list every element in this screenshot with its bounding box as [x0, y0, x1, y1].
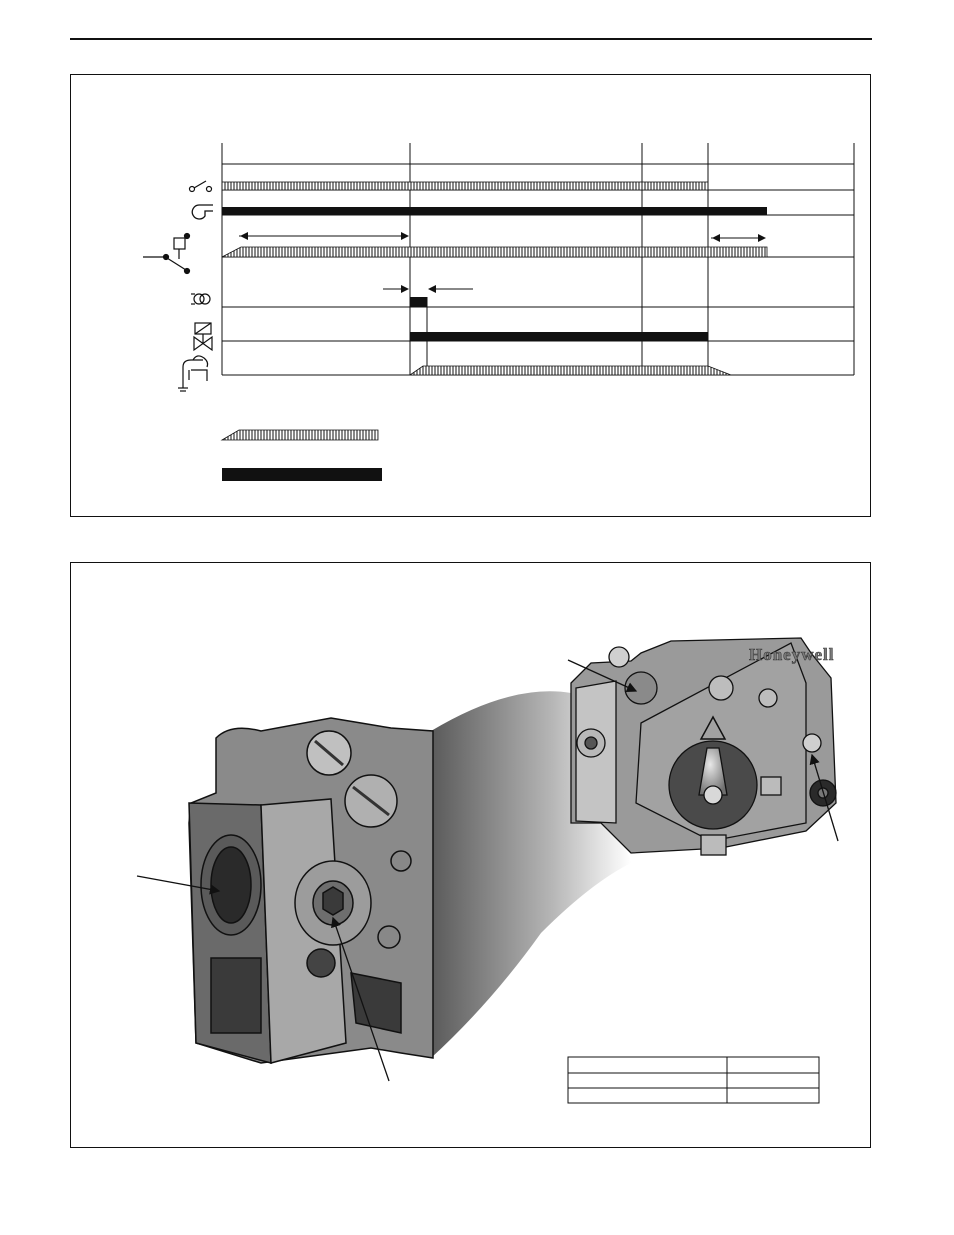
row-gas-valve [410, 332, 708, 341]
pressure-switch-icon [143, 234, 190, 274]
gas-valve-icon [194, 323, 212, 350]
gas-valve-signal-bar [410, 332, 708, 341]
timing-diagram-svg [71, 75, 872, 518]
valve-closeup [189, 718, 433, 1063]
legend-solid-swatch [222, 468, 382, 481]
overview-top-screw [609, 647, 629, 667]
thermostat-signal-bar [222, 182, 708, 190]
valve-overview [571, 638, 836, 855]
legend-hatched-swatch [222, 430, 378, 440]
flame-sensor-icon [178, 356, 208, 391]
row-flame-sense [410, 366, 731, 375]
flame-sense-signal-bar [410, 366, 731, 375]
timing-diagram-figure [70, 74, 871, 517]
row-blower [222, 207, 767, 215]
legend [222, 430, 382, 481]
ignitor-coil-icon [191, 294, 210, 304]
row-guides [222, 164, 854, 375]
honeywell-brand: Honeywell [749, 645, 835, 664]
gas-valve-figure [70, 562, 871, 1148]
lower-port [211, 958, 261, 1033]
ignitor-signal-bar [410, 297, 427, 307]
row-thermostat [222, 182, 854, 190]
blower-signal-bar [222, 207, 767, 215]
spec-table [568, 1057, 819, 1103]
row-pressure-switch [222, 236, 767, 257]
outlet-pressure-tap [803, 734, 821, 752]
side-label-tab [761, 777, 781, 795]
hex-socket [323, 887, 343, 915]
combustion-blower-icon [192, 205, 213, 219]
gas-valve-svg [71, 563, 872, 1149]
bottom-label-tab [701, 835, 726, 855]
thermostat-switch-icon [190, 181, 212, 192]
page-header-rule [70, 38, 872, 40]
pressure-switch-signal-bar [222, 247, 767, 257]
